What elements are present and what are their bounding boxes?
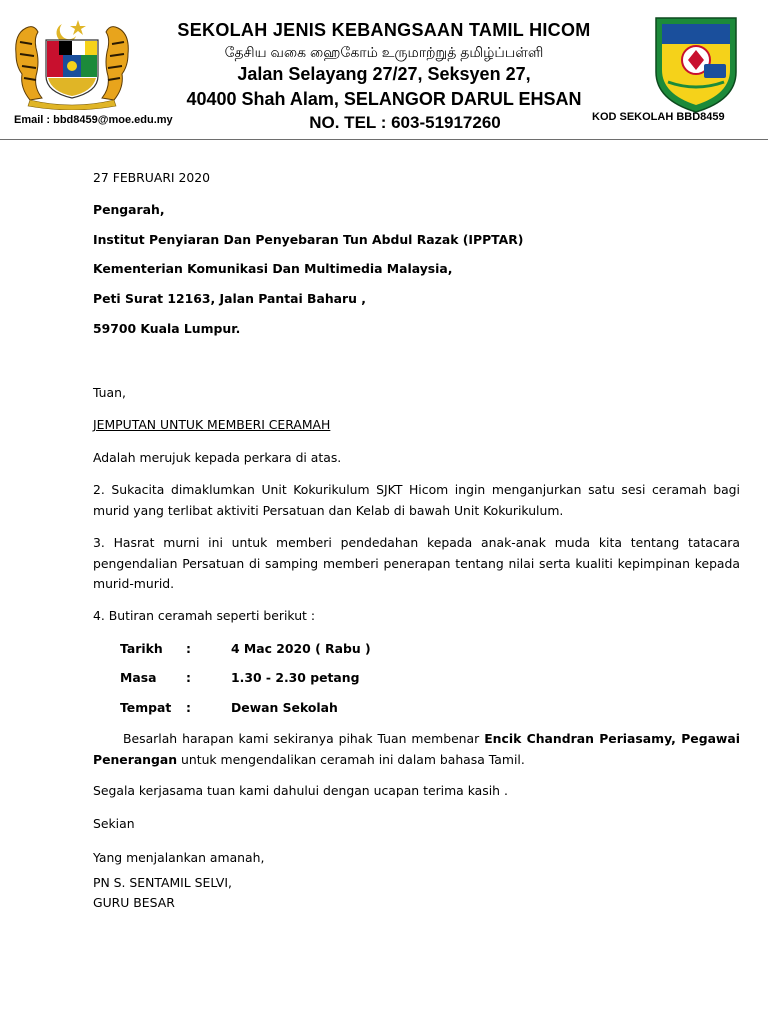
recipient-line: 59700 Kuala Lumpur. — [93, 321, 241, 336]
address-line-2: 40400 Shah Alam, SELANGOR DARUL EHSAN — [186, 89, 582, 109]
address-line-1: Jalan Selayang 27/27, Seksyen 27, — [237, 64, 531, 84]
paragraph-3: 3. Hasrat murni ini untuk memberi pendedahan kepada anak-anak muda kita tentang tatacara pengendalian Persatuan di samping memberi penerapan tentang nilai serta kualiti kepimpinan kepada murid-murid. — [93, 535, 740, 591]
speaker-name: Encik Chandran Periasamy, Pegawai Penerangan — [93, 731, 740, 767]
letter-subject: JEMPUTAN UNTUK MEMBERI CERAMAH — [93, 417, 331, 432]
closing: Sekian — [93, 816, 135, 831]
telephone-number: NO. TEL : 603-51917260 — [309, 113, 501, 132]
thanks-line: Segala kerjasama tuan kami dahului dengan ucapan terima kasih . — [93, 783, 508, 798]
detail-colon: : — [186, 641, 191, 656]
request-text: Besarlah harapan kami sekiranya pihak Tuan membenar — [123, 731, 480, 746]
detail-colon: : — [186, 670, 191, 685]
signoff: Yang menjalankan amanah, — [93, 850, 265, 865]
request-paragraph — [93, 729, 740, 770]
recipient-line: Kementerian Komunikasi Dan Multimedia Malaysia, — [93, 261, 453, 276]
school-name: SEKOLAH JENIS KEBANGSAAN TAMIL HICOM — [177, 20, 591, 40]
recipient-line: Institut Penyiaran Dan Penyebaran Tun Abdul Razak (IPPTAR) — [93, 232, 524, 247]
detail-value: Dewan Sekolah — [231, 700, 338, 715]
detail-colon: : — [186, 700, 191, 715]
school-logo-emblem — [648, 12, 744, 114]
letterhead-divider — [0, 139, 768, 140]
signatory-title: GURU BESAR — [93, 895, 175, 910]
letterhead — [0, 0, 768, 140]
salutation: Tuan, — [93, 385, 126, 400]
paragraph-2: 2. Sukacita dimaklumkan Unit Kokurikulum SJKT Hicom ingin menganjurkan satu sesi ceramah bagi murid yang terlibat aktiviti Persatuan dan Kelab di bawah Unit Kokurikulum. — [93, 482, 740, 518]
email-address[interactable]: Email : bbd8459@moe.edu.my — [14, 114, 173, 126]
detail-value: 4 Mac 2020 ( Rabu ) — [231, 641, 371, 656]
school-code: KOD SEKOLAH BBD8459 — [592, 111, 725, 123]
signatory-name: PN S. SENTAMIL SELVI, — [93, 875, 232, 890]
detail-label: Masa — [120, 670, 157, 685]
paragraph-4: 4. Butiran ceramah seperti berikut : — [93, 608, 316, 623]
detail-label: Tempat — [120, 700, 172, 715]
school-name-tamil: தேசிய வகை ஹைகோம் உருமாற்றுத் தமிழ்ப்பள்ளி — [224, 44, 544, 60]
request-text: untuk mengendalikan ceramah ini dalam bahasa Tamil. — [181, 751, 525, 767]
letter-date: 27 FEBRUARI 2020 — [93, 170, 211, 185]
detail-value: 1.30 - 2.30 petang — [231, 670, 360, 685]
recipient-line: Peti Surat 12163, Jalan Pantai Baharu , — [93, 291, 366, 306]
intro-paragraph: Adalah merujuk kepada perkara di atas. — [93, 450, 342, 465]
detail-label: Tarikh — [120, 641, 163, 656]
coat-of-arms-emblem — [12, 14, 132, 110]
recipient-line: Pengarah, — [93, 202, 165, 217]
